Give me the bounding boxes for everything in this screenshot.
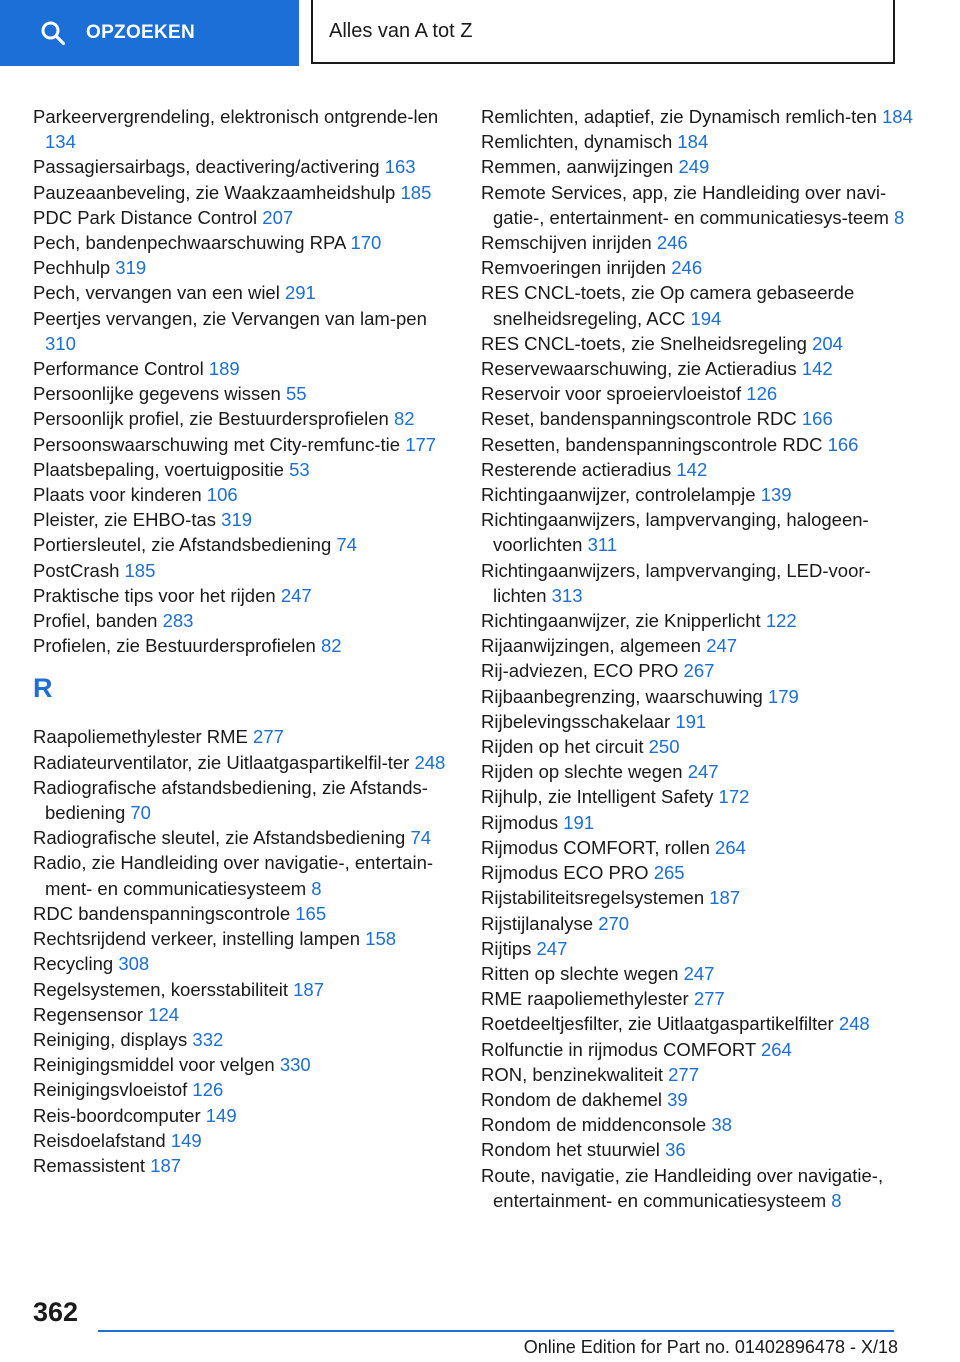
index-entry: [481, 180, 921, 230]
index-entry: [481, 709, 921, 734]
index-entry: [481, 835, 921, 860]
index-entry-text: PDC Park Distance Control: [33, 206, 258, 228]
index-entry-page-link[interactable]: 277: [668, 1063, 700, 1085]
index-entry-page-link[interactable]: 185: [124, 559, 156, 581]
index-entry-text: Rijbaanbegrenzing, waarschuwing: [481, 685, 763, 707]
edition-footer: Online Edition for Part no. 01402896478 - X/18: [523, 1337, 898, 1357]
index-entry: [33, 977, 453, 1002]
index-entry: [33, 356, 453, 381]
search-icon: [40, 20, 66, 46]
index-entry: [33, 926, 453, 951]
index-entry: [33, 775, 453, 825]
index-entry-page-link[interactable]: 139: [760, 484, 792, 506]
search-button-label: OPZOEKEN: [86, 22, 196, 43]
index-entry: [481, 1112, 921, 1137]
index-entry-page-link[interactable]: 179: [767, 685, 799, 707]
index-entry: [481, 406, 921, 431]
index-entry-page-link[interactable]: 207: [262, 206, 294, 228]
index-entry: [33, 1128, 453, 1153]
index-entry-text: Raapoliemethylester RME: [33, 726, 248, 748]
index-entry: [481, 482, 921, 507]
index-entry-page-link[interactable]: 187: [709, 887, 741, 909]
index-entry-text: Praktische tips voor het rijden: [33, 584, 276, 606]
breadcrumb[interactable]: [311, 0, 895, 64]
index-entry-text: Passagiersairbags, deactivering/activering: [33, 156, 380, 178]
index-entry-page-link[interactable]: 70: [130, 802, 151, 824]
index-entry-page-link[interactable]: 264: [715, 836, 746, 858]
index-entry-text: Rijaanwijzingen, algemeen: [481, 635, 702, 657]
index-entry-text: Rondom de middenconsole: [481, 1114, 707, 1136]
index-entry: [481, 129, 921, 154]
index-entry: [33, 1077, 453, 1102]
index-entry-page-link[interactable]: 277: [693, 988, 725, 1010]
index-entry-text: Remlichten, adaptief, zie Dynamisch remlich-ten: [481, 106, 877, 127]
index-entry: [33, 154, 453, 179]
index-entry-page-link[interactable]: 267: [683, 660, 715, 682]
index-entry-text: Richtingaanwijzer, zie Knipperlicht: [481, 610, 761, 632]
index-entry-page-link[interactable]: 124: [148, 1003, 180, 1025]
breadcrumb-label: Alles van A tot Z: [329, 19, 473, 42]
index-entry: [481, 1037, 921, 1062]
index-entry: [481, 759, 921, 784]
index-entry-page-link[interactable]: 170: [350, 232, 382, 254]
index-entry: [33, 280, 453, 305]
index-entry: [481, 1087, 921, 1112]
index-entry-text: Richtingaanwijzer, controlelampje: [481, 484, 756, 506]
index-entry: [33, 850, 453, 900]
index-entry-text: Rondom de dakhemel: [481, 1088, 662, 1110]
index-entry-text: Reservoir voor sproeiervloeistof: [481, 383, 742, 405]
index-entry-text: Ritten op slechte wegen: [481, 962, 679, 984]
index-entry-text: Resetten, bandenspanningscontrole RDC: [481, 433, 823, 455]
index-entry-page-link[interactable]: 246: [656, 232, 688, 254]
index-entry-page-link[interactable]: 291: [284, 282, 316, 304]
index-entry: [481, 432, 921, 457]
index-list-r: [33, 724, 453, 1178]
index-entry-text: Reisdoelafstand: [33, 1129, 166, 1151]
index-entry-text: Rolfunctie in rijmodus COMFORT: [481, 1038, 756, 1060]
index-entry: [33, 532, 453, 557]
index-entry-page-link[interactable]: 308: [118, 953, 150, 975]
index-entry-text: Rij-adviezen, ECO PRO: [481, 660, 679, 682]
index-entry: [481, 860, 921, 885]
index-entry-page-link[interactable]: 39: [667, 1088, 688, 1110]
index-entry-page-link[interactable]: 330: [279, 1054, 311, 1076]
index-entry-page-link[interactable]: 142: [801, 358, 833, 380]
index-entry-page-link[interactable]: 332: [192, 1028, 224, 1050]
index-entry-page-link[interactable]: 265: [653, 862, 685, 884]
index-entry-text: Reinigingsvloeistof: [33, 1079, 188, 1101]
index-entry: [33, 1002, 453, 1027]
index-list-r-continued: [481, 104, 921, 1213]
index-entry-text: Rechtsrijdend verkeer, instelling lampen: [33, 928, 361, 950]
index-entry: [33, 432, 453, 457]
index-entry-page-link[interactable]: 166: [801, 408, 833, 430]
index-entry-page-link[interactable]: 74: [410, 827, 432, 849]
index-entry: [33, 381, 453, 406]
index-entry-page-link[interactable]: 38: [711, 1114, 732, 1136]
index-entry: [33, 825, 453, 850]
index-entry-page-link[interactable]: 184: [882, 106, 913, 127]
index-entry-text: Radio, zie Handleiding over navigatie-, entertain-ment- en communicatiesysteem: [33, 852, 434, 899]
index-entry: [33, 230, 453, 255]
index-entry: [481, 784, 921, 809]
index-entry: [33, 180, 453, 205]
index-entry: [33, 1052, 453, 1077]
index-entry-page-link[interactable]: 106: [206, 484, 238, 506]
index-entry-text: Rijmodus COMFORT, rollen: [481, 836, 710, 858]
index-entry-page-link[interactable]: 166: [827, 433, 859, 455]
index-entry-page-link[interactable]: 187: [293, 978, 325, 1000]
index-entry: [481, 104, 921, 129]
index-entry-page-link[interactable]: 250: [648, 736, 680, 758]
page-number: 362: [33, 1297, 79, 1327]
index-entry-text: Richtingaanwijzers, lampvervanging, LED-voor-lichten: [481, 559, 871, 606]
index-entry-page-link[interactable]: 122: [765, 610, 797, 632]
index-entry-text: Reiniging, displays: [33, 1028, 188, 1050]
index-entry: [33, 255, 453, 280]
index-entry: [33, 558, 453, 583]
index-entry-text: Resterende actieradius: [481, 458, 672, 480]
index-entry-page-link[interactable]: 248: [414, 751, 446, 773]
index-entry-text: Remote Services, app, zie Handleiding over navi-gatie-, entertainment- en communicatiesys-teem: [481, 181, 889, 228]
index-entry-text: Plaatsbepaling, voertuigpositie: [33, 458, 284, 480]
index-entry-page-link[interactable]: 189: [208, 358, 240, 380]
index-entry-text: Portiersleutel, zie Afstandsbediening: [33, 534, 332, 556]
index-entry-text: Profiel, banden: [33, 610, 158, 632]
index-entry-text: Pech, bandenpechwaarschuwing RPA: [33, 232, 346, 254]
index-entry-page-link[interactable]: 177: [405, 433, 437, 455]
index-entry-page-link[interactable]: 204: [812, 332, 843, 354]
index-entry: [481, 986, 921, 1011]
index-entry-text: Rijmodus: [481, 811, 559, 833]
index-entry-page-link[interactable]: 310: [45, 332, 76, 354]
index-entry: [481, 684, 921, 709]
index-entry-page-link[interactable]: 319: [115, 257, 147, 279]
index-entry: [33, 205, 453, 230]
index-entry-text: Peertjes vervangen, zie Vervangen van lam-pen: [33, 307, 427, 329]
index-entry-page-link[interactable]: 248: [838, 1013, 870, 1035]
index-list-p: [33, 104, 453, 658]
index-entry-page-link[interactable]: 247: [706, 635, 738, 657]
index-entry: [481, 961, 921, 986]
index-entry-page-link[interactable]: 8: [311, 877, 322, 899]
index-entry-text: RDC bandenspanningscontrole: [33, 902, 291, 924]
index-entry-text: Recycling: [33, 953, 114, 975]
index-entry: [33, 750, 453, 775]
index-entry-page-link[interactable]: 82: [320, 635, 342, 657]
index-entry-text: Rijhulp, zie Intelligent Safety: [481, 786, 714, 808]
index-entry-page-link[interactable]: 187: [150, 1154, 182, 1176]
index-entry: [481, 1011, 921, 1036]
index-entry-text: Rijstijlanalyse: [481, 912, 594, 934]
index-entry-page-link[interactable]: 126: [192, 1079, 224, 1101]
index-entry-page-link[interactable]: 185: [400, 181, 432, 203]
index-entry: [481, 936, 921, 961]
index-entry-page-link[interactable]: 184: [677, 131, 709, 153]
index-entry: [481, 558, 921, 608]
index-entry-text: Regensensor: [33, 1003, 144, 1025]
index-entry-text: Rijmodus ECO PRO: [481, 862, 649, 884]
index-entry: [481, 1137, 921, 1162]
index-entry-text: RES CNCL-toets, zie Snelheidsregeling: [481, 332, 807, 354]
index-entry-page-link[interactable]: 163: [384, 156, 416, 178]
index-entry-text: Remlichten, dynamisch: [481, 131, 673, 153]
index-entry: [33, 1027, 453, 1052]
index-entry-page-link[interactable]: 165: [295, 902, 327, 924]
index-entry-text: Richtingaanwijzers, lampvervanging, halogeen-voorlichten: [481, 509, 869, 556]
index-entry-page-link[interactable]: 277: [253, 726, 284, 748]
index-entry: [481, 1163, 921, 1213]
index-entry-page-link[interactable]: 142: [676, 458, 708, 480]
search-button[interactable]: [0, 0, 299, 66]
index-entry: [33, 507, 453, 532]
index-entry-page-link[interactable]: 270: [598, 912, 630, 934]
index-entry-page-link[interactable]: 247: [683, 962, 715, 984]
index-entry-page-link[interactable]: 264: [760, 1038, 792, 1060]
index-entry: [481, 608, 921, 633]
index-entry-page-link[interactable]: 158: [365, 928, 397, 950]
index-entry-text: Rijstabiliteitsregelsystemen: [481, 887, 705, 909]
index-entry: [481, 885, 921, 910]
index-entry-text: Rijbelevingsschakelaar: [481, 710, 671, 732]
index-entry-text: Reinigingsmiddel voor velgen: [33, 1054, 275, 1076]
index-entry-page-link[interactable]: 53: [289, 458, 310, 480]
index-entry-page-link[interactable]: 247: [536, 937, 568, 959]
index-entry-text: Parkeervergrendeling, elektronisch ontgrende-len: [33, 106, 439, 127]
index-entry-page-link[interactable]: 319: [221, 509, 253, 531]
index-entry: [481, 633, 921, 658]
section-letter: R: [33, 673, 53, 704]
index-entry: [481, 230, 921, 255]
index-entry-text: RME raapoliemethylester: [481, 988, 689, 1010]
index-entry: [33, 633, 453, 658]
index-entry-page-link[interactable]: 247: [687, 761, 719, 783]
index-entry: [481, 507, 921, 557]
index-entry: [481, 1062, 921, 1087]
index-entry-text: Persoonlijke gegevens wissen: [33, 383, 281, 405]
index-entry-text: Rijden op het circuit: [481, 736, 644, 758]
index-entry-page-link[interactable]: 149: [170, 1129, 202, 1151]
index-entry-text: Remvoeringen inrijden: [481, 257, 667, 279]
index-entry-page-link[interactable]: 149: [205, 1104, 237, 1126]
index-entry-text: Regelsystemen, koersstabiliteit: [33, 978, 288, 1000]
index-entry: [481, 810, 921, 835]
index-entry-page-link[interactable]: 313: [551, 584, 583, 606]
index-entry-page-link[interactable]: 283: [162, 610, 194, 632]
index-entry: [33, 724, 453, 749]
index-entry-page-link[interactable]: 82: [393, 408, 415, 430]
index-entry: [481, 911, 921, 936]
index-entry-text: Remmen, aanwijzingen: [481, 156, 674, 178]
index-entry-page-link[interactable]: 191: [563, 811, 595, 833]
index-entry-page-link[interactable]: 74: [336, 534, 357, 556]
index-entry-text: Performance Control: [33, 358, 204, 380]
index-entry-text: Persoonlijk profiel, zie Bestuurdersprofielen: [33, 408, 389, 430]
index-entry-text: Reservewaarschuwing, zie Actieradius: [481, 358, 797, 380]
index-entry: [481, 280, 921, 330]
index-entry-page-link[interactable]: 191: [675, 710, 707, 732]
index-entry: [33, 482, 453, 507]
index-entry-text: Pauzeaanbeveling, zie Waakzaamheidshulp: [33, 181, 396, 203]
index-entry: [33, 608, 453, 633]
index-entry-text: Remschijven inrijden: [481, 232, 652, 254]
index-entry-text: Reis-boordcomputer: [33, 1104, 201, 1126]
index-entry: [481, 658, 921, 683]
top-bar: [0, 0, 960, 66]
footer-divider: [98, 1330, 894, 1332]
index-column-left: [33, 104, 453, 1178]
index-entry-text: Profielen, zie Bestuurdersprofielen: [33, 635, 316, 657]
index-entry-text: RES CNCL-toets, zie Op camera gebaseerde snelheidsregeling, ACC: [481, 282, 855, 329]
index-entry-text: Roetdeeltjesfilter, zie Uitlaatgaspartikelfilter: [481, 1013, 834, 1035]
index-entry: [481, 734, 921, 759]
index-entry-page-link[interactable]: 249: [678, 156, 710, 178]
index-entry-text: Pech, vervangen van een wiel: [33, 282, 280, 304]
index-entry-page-link[interactable]: 246: [671, 257, 703, 279]
index-entry-text: Pleister, zie EHBO-tas: [33, 509, 217, 531]
index-entry-text: Route, navigatie, zie Handleiding over navigatie-, entertainment- en communicatiesysteem: [481, 1164, 884, 1211]
index-entry-text: Rijtips: [481, 937, 532, 959]
index-entry-text: Persoonswaarschuwing met City-remfunc-tie: [33, 433, 401, 455]
index-entry: [481, 457, 921, 482]
index-column-right: [481, 104, 921, 1213]
index-entry-page-link[interactable]: 8: [894, 206, 905, 228]
index-entry: [33, 457, 453, 482]
index-entry-page-link[interactable]: 194: [690, 307, 722, 329]
index-entry-text: Rijden op slechte wegen: [481, 761, 683, 783]
index-entry: [33, 901, 453, 926]
index-entry: [33, 951, 453, 976]
index-entry-page-link[interactable]: 311: [587, 534, 618, 556]
index-entry-text: Radiografische afstandsbediening, zie Afstands-bediening: [33, 776, 428, 824]
index-entry-page-link[interactable]: 134: [45, 131, 76, 153]
index-entry: [481, 356, 921, 381]
index-entry: [33, 583, 453, 608]
index-entry: [33, 104, 453, 154]
index-entry-page-link[interactable]: 8: [831, 1189, 842, 1211]
index-entry: [481, 381, 921, 406]
index-entry: [33, 406, 453, 431]
index-entry-page-link[interactable]: 172: [718, 786, 750, 808]
index-entry-text: Rondom het stuurwiel: [481, 1139, 660, 1161]
index-entry-text: Radiografische sleutel, zie Afstandsbediening: [33, 827, 406, 849]
index-entry: [481, 331, 921, 356]
index-entry-text: Remassistent: [33, 1154, 146, 1176]
index-entry-page-link[interactable]: 247: [280, 584, 312, 606]
index-entry: [33, 1103, 453, 1128]
index-entry: [481, 255, 921, 280]
index-entry-text: Radiateurventilator, zie Uitlaatgaspartikelfil-ter: [33, 751, 410, 773]
index-entry-page-link[interactable]: 126: [746, 383, 778, 405]
index-entry: [33, 1153, 453, 1178]
index-entry-text: Plaats voor kinderen: [33, 484, 202, 506]
index-entry-text: Reset, bandenspanningscontrole RDC: [481, 408, 797, 430]
index-entry-text: PostCrash: [33, 559, 120, 581]
index-entry-page-link[interactable]: 36: [665, 1139, 686, 1161]
index-entry-page-link[interactable]: 55: [285, 383, 307, 405]
index-entry: [481, 154, 921, 179]
index-entry: [33, 306, 453, 356]
index-entry-text: Pechhulp: [33, 257, 111, 279]
index-entry-text: RON, benzinekwaliteit: [481, 1063, 663, 1085]
